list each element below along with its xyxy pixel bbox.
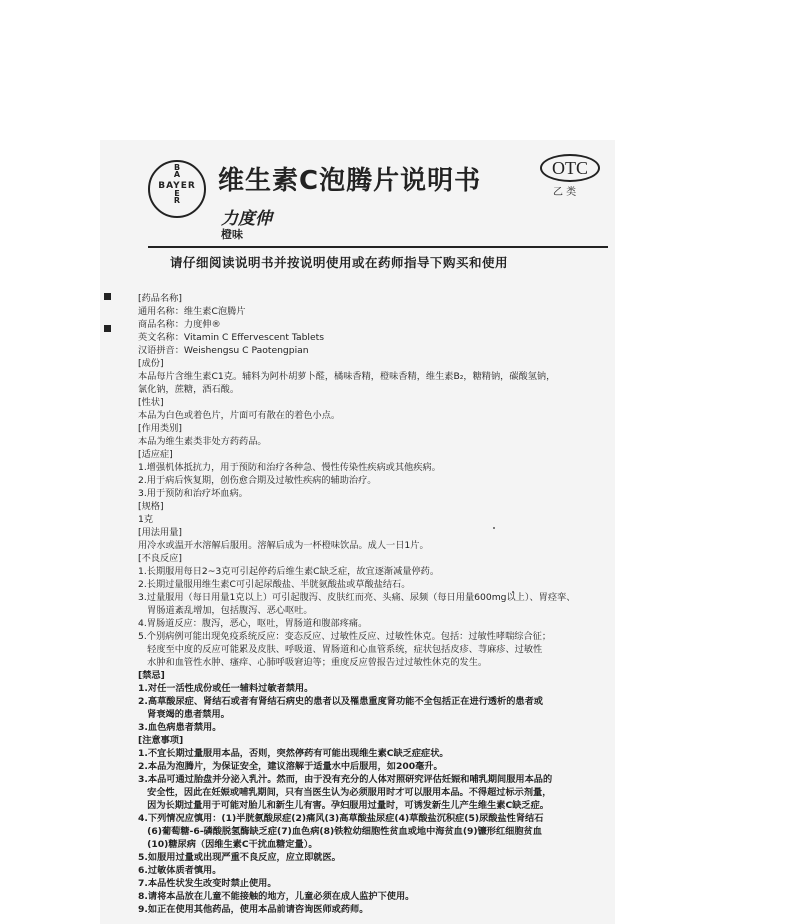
section-line: 通用名称：维生素C泡腾片 <box>138 306 246 317</box>
section-line: 安全性，因此在妊娠或哺乳期间，只有当医生认为必须服用时才可以服用本品。不得超过标示剂量， <box>138 787 552 798</box>
section-line: 肾衰竭的患者禁用。 <box>138 709 230 720</box>
punch-mark <box>104 293 111 300</box>
section-line: 2.本品为泡腾片，为保证安全，建议溶解于适量水中后服用，如200毫升。 <box>138 761 443 772</box>
bayer-logo-letter: B <box>173 163 181 172</box>
otc-category: 乙 类 <box>553 187 577 198</box>
section-line: 2.用于病后恢复期，创伤愈合期及过敏性疾病的辅助治疗。 <box>138 475 377 486</box>
section-line: 6.过敏体质者慎用。 <box>138 865 222 876</box>
leaflet-body <box>138 292 608 916</box>
flavor-label: 橙味 <box>221 228 243 241</box>
section-line: 4.下列情况应慎用：(1)半胱氨酸尿症(2)痛风(3)高草酸盐尿症(4)草酸盐沉积症(5)尿酸盐性肾结石 <box>138 813 544 824</box>
section-heading: [不良反应] <box>138 553 182 564</box>
section-line: 5.个别病例可能出现免疫系统反应：变态反应、过敏性反应、过敏性休克。包括：过敏性哮喘综合征； <box>138 631 552 642</box>
section-line: 7.本品性状发生改变时禁止使用。 <box>138 878 277 889</box>
section-line: 2.高草酸尿症、肾结石或者有肾结石病史的患者以及罹患重度肾功能不全包括正在进行透析的患者或 <box>138 696 543 707</box>
section-line: 9.如正在使用其他药品，使用本品前请咨询医师或药师。 <box>138 904 369 915</box>
section-line: 英文名称：Vitamin C Effervescent Tablets <box>138 332 325 343</box>
bayer-logo-horizontal: BAYER <box>158 181 196 191</box>
punch-mark <box>104 325 111 332</box>
section-heading: [作用类别] <box>138 423 182 434</box>
bayer-logo <box>148 160 206 218</box>
section-heading: [成份] <box>138 358 164 369</box>
section-line: 5.如服用过量或出现严重不良反应，应立即就医。 <box>138 852 341 863</box>
section-heading: [药品名称] <box>138 293 182 304</box>
section-line: 1.长期服用每日2~3克可引起停药后维生素C缺乏症，故宜逐渐减量停药。 <box>138 566 440 577</box>
section-line: 1.增强机体抵抗力，用于预防和治疗各种急、慢性传染性疾病或其他疾病。 <box>138 462 441 473</box>
section-line: 1.对任一活性成份或任一辅料过敏者禁用。 <box>138 683 314 694</box>
section-heading: [性状] <box>138 397 164 408</box>
page-title: 维生素C泡腾片说明书 <box>218 166 482 196</box>
section-line: 3.用于预防和治疗坏血病。 <box>138 488 248 499</box>
section-line: 1.不宜长期过量服用本品，否则，突然停药有可能出现维生素C缺乏症症状。 <box>138 748 449 759</box>
section-line: 4.胃肠道反应：腹泻，恶心，呕吐，胃肠道和腹部疼痛。 <box>138 618 368 629</box>
section-heading: [规格] <box>138 501 164 512</box>
section-line: 氯化钠，蔗糖，酒石酸。 <box>138 384 240 395</box>
section-line: 本品为维生素类非处方药药品。 <box>138 436 267 447</box>
section-line: 轻度至中度的反应可能累及皮肤、呼吸道、胃肠道和心血管系统，症状包括皮疹、荨麻疹、过敏性 <box>138 644 543 655</box>
section-line: (10)糖尿病（因维生素C干扰血糖定量）。 <box>138 839 318 850</box>
section-line: 8.请将本品放在儿童不能接触的地方，儿童必须在成人监护下使用。 <box>138 891 415 902</box>
section-line: 本品为白色或着色片，片面可有散在的着色小点。 <box>138 410 341 421</box>
section-heading: [适应症] <box>138 449 173 460</box>
section-line: 2.长期过量服用维生素C可引起尿酸盐、半胱氨酸盐或草酸盐结石。 <box>138 579 411 590</box>
section-line: 1克 <box>138 514 154 525</box>
bayer-logo-letter: R <box>173 196 181 205</box>
section-line: 水肿和血管性水肿、瘙痒、心肺呼吸窘迫等；重度反应曾报告过过敏性休克的发生。 <box>138 657 488 668</box>
bayer-logo-letter: E <box>174 189 180 198</box>
section-line: 汉语拼音：Weishengsu C Paotengpian <box>138 345 309 356</box>
otc-badge: OTC <box>540 154 600 182</box>
usage-notice: 请仔细阅读说明书并按说明使用或在药师指导下购买和使用 <box>170 255 509 270</box>
section-line: (6)葡萄糖-6-磷酸脱氢酶缺乏症(7)血色病(8)铁粒幼细胞性贫血或地中海贫血(9)镰形红细胞贫血 <box>138 826 542 837</box>
bayer-logo-letter: A <box>173 170 181 179</box>
section-heading: [注意事项] <box>138 735 184 746</box>
leaflet-header <box>148 150 618 250</box>
section-line: 胃肠道紊乱增加，包括腹泻、恶心呕吐。 <box>138 605 313 616</box>
section-heading: [禁忌] <box>138 670 165 681</box>
section-line: 3.血色病患者禁用。 <box>138 722 222 733</box>
section-line: 因为长期过量用于可能对胎儿和新生儿有害。孕妇服用过量时，可诱发新生儿产生维生素C缺乏症。 <box>138 800 549 811</box>
section-line: 本品每片含维生素C1克。辅料为阿朴胡萝卜醛，橘味香精，橙味香精，维生素B₂，糖精钠，碳酸氢钠， <box>138 371 556 382</box>
header-divider <box>148 246 608 248</box>
brand-name: 力度伸 <box>221 209 272 229</box>
section-heading: [用法用量] <box>138 527 182 538</box>
section-line: 3.本品可通过胎盘并分泌入乳汁。然而，由于没有充分的人体对照研究评估妊娠和哺乳期间服用本品的 <box>138 774 553 785</box>
section-line: 商品名称：力度伸® <box>138 319 221 330</box>
section-line: 用冷水或温开水溶解后服用。溶解后成为一杯橙味饮品。成人一日1片。 <box>138 540 429 551</box>
section-line: 3.过量服用（每日用量1克以上）可引起腹泻、皮肤红而亮、头痛、尿频（每日用量600mg以上）、胃痉挛、 <box>138 592 576 603</box>
